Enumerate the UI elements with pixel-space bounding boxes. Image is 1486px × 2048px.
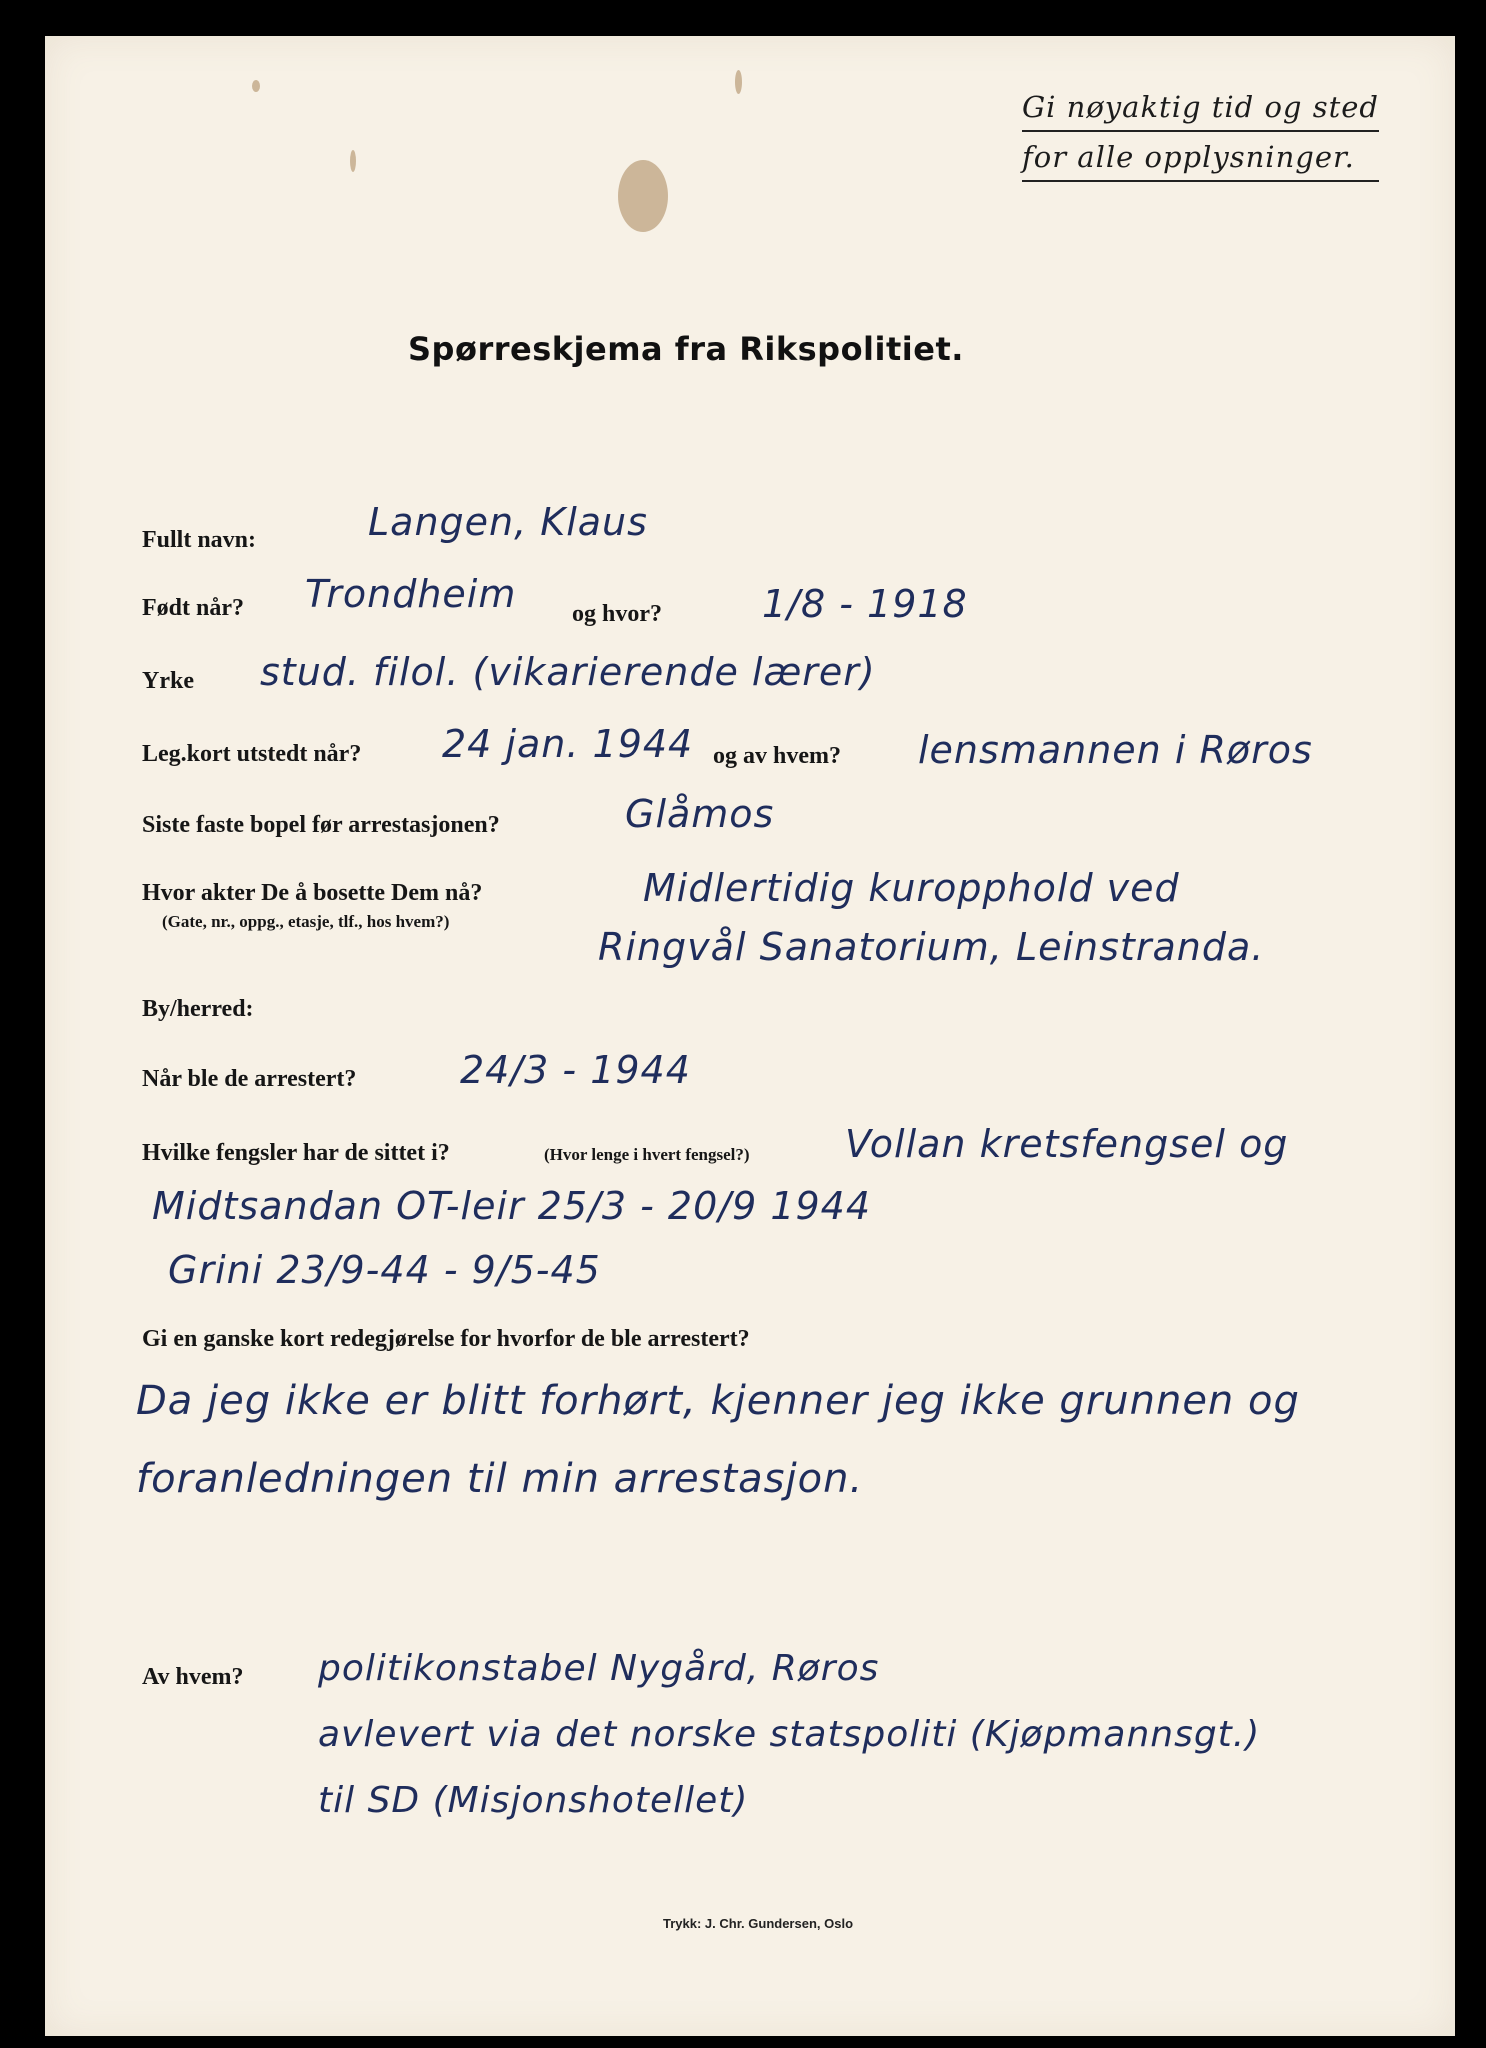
answer-settle-line2: Ringvål Sanatorium, Leinstranda. <box>598 925 1265 969</box>
label-id-card: Leg.kort utstedt når? <box>142 741 362 767</box>
label-reason: Gi en ganske kort redegjørelse for hvorfor de ble arrestert? <box>142 1326 750 1352</box>
answer-born-when: Trondheim <box>305 572 517 616</box>
form-title: Spørreskjema fra Rikspolitiet. <box>408 330 964 368</box>
label-born-where: og hvor? <box>572 601 662 627</box>
label-id-card-by: og av hvem? <box>713 743 841 769</box>
stain-mark <box>350 150 356 172</box>
answer-by-whom-line1: politikonstabel Nygård, Røros <box>318 1648 880 1689</box>
label-last-residence: Siste faste bopel før arrestasjonen? <box>142 812 500 838</box>
notice-box <box>1022 88 1379 188</box>
stain-mark <box>618 160 668 232</box>
answer-reason-line2: foranledningen til min arrestasjon. <box>136 1456 864 1502</box>
answer-by-whom-line3: til SD (Misjonshotellet) <box>318 1780 749 1821</box>
label-born-when: Født når? <box>142 595 244 621</box>
notice-line1: Gi nøyaktig tid og sted <box>1022 88 1379 132</box>
answer-born-where: 1/8 - 1918 <box>762 582 968 626</box>
label-settle: Hvor akter De å bosette Dem nå? <box>142 880 483 906</box>
label-settle-hint: (Gate, nr., oppg., etasje, tlf., hos hvem?) <box>162 912 450 931</box>
answer-arrested-when: 24/3 - 1944 <box>460 1048 691 1092</box>
stain-mark <box>735 70 742 94</box>
label-city: By/herred: <box>142 996 254 1022</box>
stain-mark <box>252 80 260 92</box>
printer-credit: Trykk: J. Chr. Gundersen, Oslo <box>663 1916 854 1931</box>
answer-id-card-by: lensmannen i Røros <box>918 728 1313 772</box>
answer-occupation: stud. filol. (vikarierende lærer) <box>260 650 876 694</box>
answer-prisons-line2: Midtsandan OT-leir 25/3 - 20/9 1944 <box>152 1184 872 1228</box>
notice-line2: for alle opplysninger. <box>1022 138 1379 182</box>
answer-by-whom-line2: avlevert via det norske statspoliti (Kjøpmannsgt.) <box>318 1714 1261 1755</box>
answer-id-card: 24 jan. 1944 <box>442 722 694 766</box>
answer-prisons-line1: Vollan kretsfengsel og <box>845 1122 1289 1166</box>
answer-settle-line1: Midlertidig kuropphold ved <box>643 866 1180 910</box>
answer-full-name: Langen, Klaus <box>368 500 648 544</box>
label-prisons-hint: (Hvor lenge i hvert fengsel?) <box>544 1145 750 1164</box>
answer-prisons-line3: Grini 23/9-44 - 9/5-45 <box>168 1248 601 1292</box>
label-occupation: Yrke <box>142 668 194 694</box>
answer-reason-line1: Da jeg ikke er blitt forhørt, kjenner jeg ikke grunnen og <box>136 1378 1300 1424</box>
label-prisons: Hvilke fengsler har de sittet i? <box>142 1140 450 1166</box>
answer-last-residence: Glåmos <box>625 792 775 836</box>
label-by-whom: Av hvem? <box>142 1664 244 1690</box>
label-full-name: Fullt navn: <box>142 527 257 553</box>
label-arrested-when: Når ble de arrestert? <box>142 1066 357 1092</box>
